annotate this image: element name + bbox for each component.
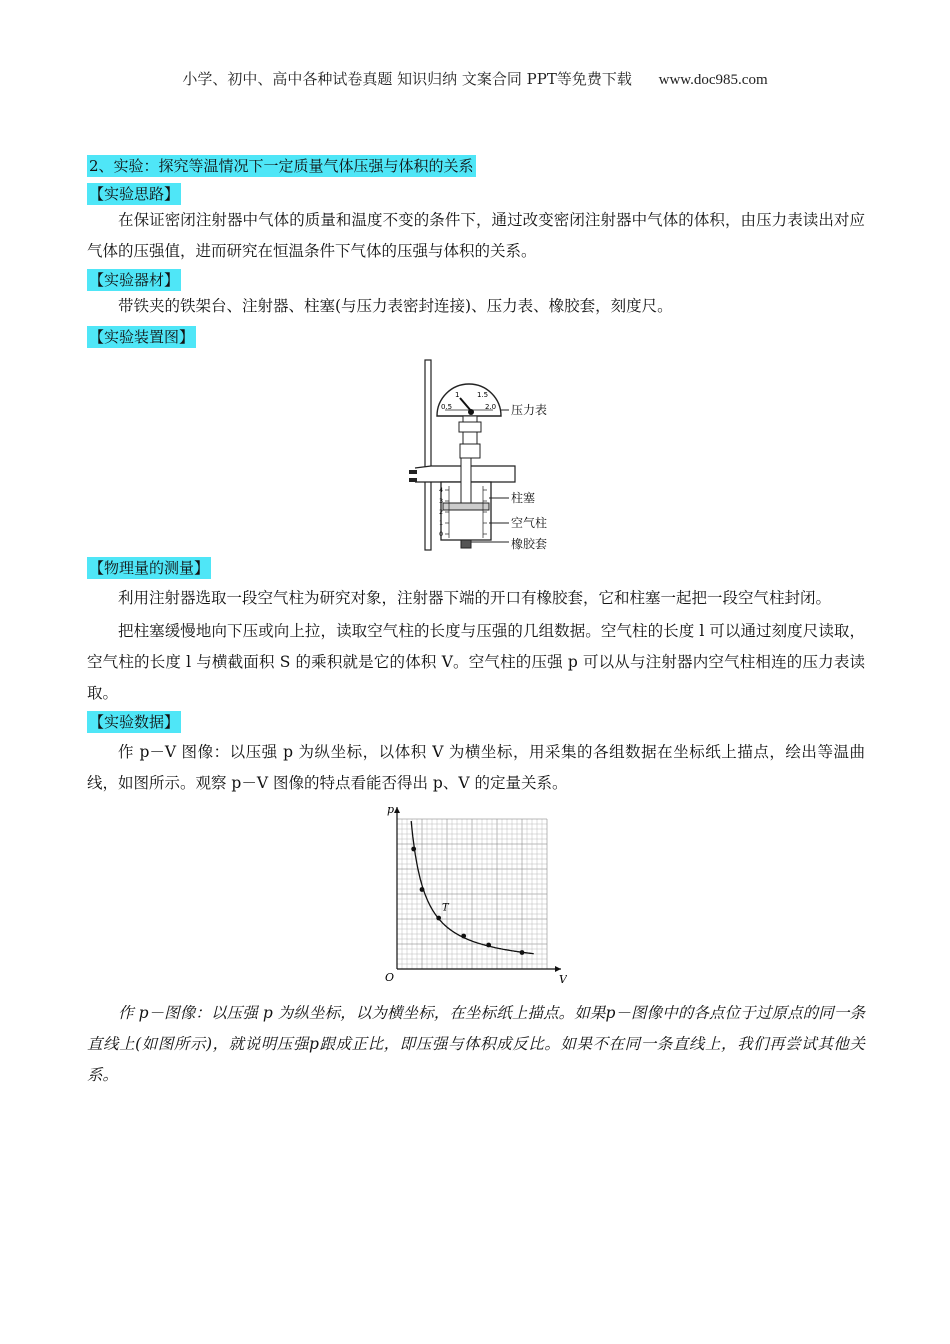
- dial-tick-2: 2.0: [485, 403, 497, 411]
- dial-tick-15: 1.5: [477, 391, 489, 399]
- origin-label: O: [385, 971, 395, 984]
- equipment-text: 带铁夹的铁架台、注射器、柱塞(与压力表密封连接)、压力表、橡胶套，刻度尺。: [118, 297, 673, 315]
- data-point-1: [411, 847, 416, 852]
- data-point-5: [486, 943, 491, 948]
- header-url[interactable]: www.doc985.com: [658, 72, 768, 88]
- apparatus-diagram: [405, 358, 565, 553]
- dial-tick-05: 0.5: [441, 403, 453, 411]
- section-title: 2、实验：探究等温情况下一定质量气体压强与体积的关系: [89, 157, 474, 175]
- data-text-2: 作 p－图像：以压强 p 为纵坐标，以为横坐标，在坐标纸上描点。如果p－图像中的各点位于过原点的同一条直线上(如图所示)，就说明压强p跟成正比，即压强与体积成反比。如果不在同一条直线上，我们再尝试其他关系。: [87, 1004, 865, 1084]
- document-body: [87, 155, 865, 1091]
- plunger-rod: [461, 458, 471, 508]
- idea-text: 在保证密闭注射器中气体的质量和温度不变的条件下，通过改变密闭注射器中气体的体积，由压力表读出对应气体的压强值，进而研究在恒温条件下气体的压强与体积的关系。: [87, 211, 865, 260]
- stand-rod: [425, 360, 431, 550]
- plunger: [443, 503, 489, 510]
- x-axis-label: V: [559, 973, 567, 986]
- page-header: [0, 68, 950, 89]
- measurement-label: 【物理量的测量】: [89, 559, 210, 577]
- scale-tick-0: 0: [439, 530, 444, 538]
- data-point-4: [461, 934, 466, 939]
- scale-tick-2: 2: [439, 508, 444, 516]
- measurement-text-1: 利用注射器选取一段空气柱为研究对象，注射器下端的开口有橡胶套，它和柱塞一起把一段空气柱封闭。: [118, 589, 832, 607]
- scale-tick-1: 1: [439, 519, 444, 527]
- x-axis-arrow: [555, 966, 561, 972]
- rubber-cap-label: 橡胶套: [511, 537, 548, 551]
- y-axis-arrow: [394, 807, 400, 813]
- data-label: 【实验数据】: [89, 713, 180, 731]
- dial-tick-1: 1: [455, 391, 460, 399]
- rubber-cap: [461, 540, 471, 548]
- data-point-6: [520, 950, 525, 955]
- measurement-text-2: 把柱塞缓慢地向下压或向上拉，读取空气柱的长度与压强的几组数据。空气柱的长度 l 可以通过刻度尺读取，空气柱的长度 l 与横截面积 S 的乘积就是它的体积 V。空气柱的压强 p 可以从与注射器内空气柱相连的压力表读取。: [87, 622, 865, 702]
- scale-tick-3: 3: [439, 497, 444, 505]
- data-text-1: 作 p－V 图像：以压强 p 为纵坐标，以体积 V 为横坐标，用采集的各组数据在坐标纸上描点，绘出等温曲线，如图所示。观察 p－V 图像的特点看能否得出 p、V 的定量关系。: [87, 743, 865, 792]
- curve-label: T: [442, 902, 449, 914]
- data-point-3: [436, 916, 441, 921]
- scale-tick-4: 4: [439, 486, 444, 494]
- air-column-label: 空气柱: [511, 516, 548, 530]
- plunger-label: 柱塞: [511, 491, 536, 505]
- pv-chart: [377, 807, 567, 992]
- y-axis-label: p: [387, 807, 395, 816]
- data-point-2: [420, 887, 425, 892]
- apparatus-label: 【实验装置图】: [89, 328, 195, 346]
- gauge-label: 压力表: [511, 403, 548, 417]
- idea-label: 【实验思路】: [89, 185, 180, 203]
- equipment-label: 【实验器材】: [89, 271, 180, 289]
- header-text: 小学、初中、高中各种试卷真题 知识归纳 文案合同 PPT等免费下载: [182, 70, 632, 88]
